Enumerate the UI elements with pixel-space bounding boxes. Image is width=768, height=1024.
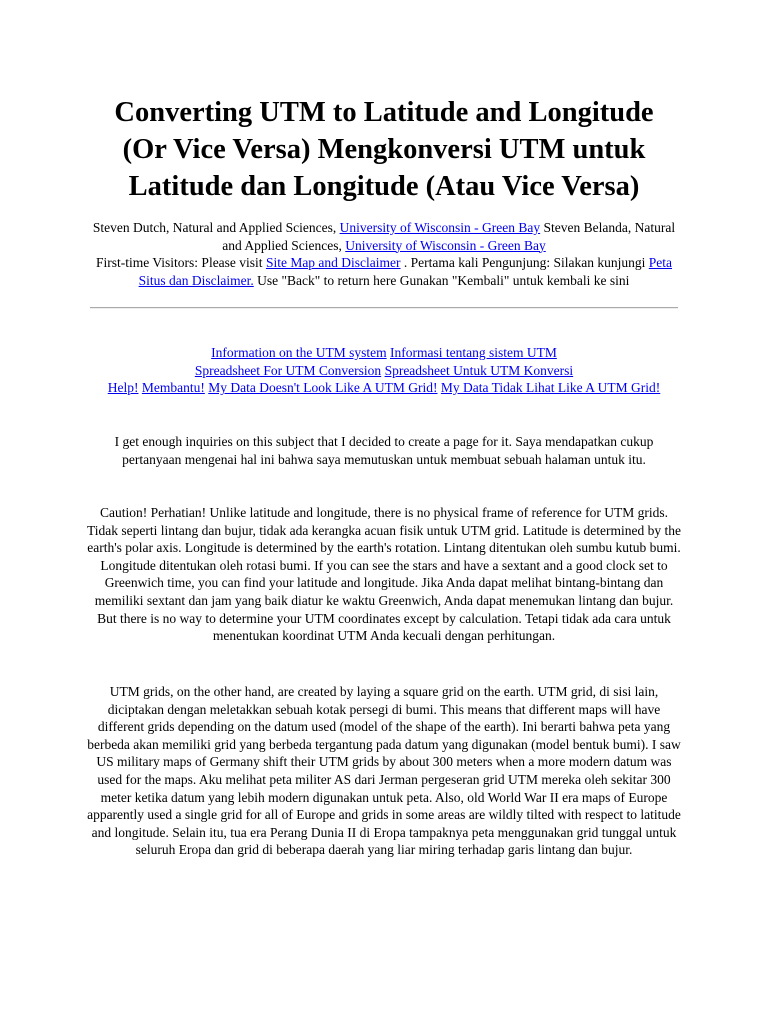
divider [90,307,678,309]
back-text: Use "Back" to return here Gunakan "Kembali" untuk kembali ke sini [257,272,630,288]
help-link[interactable]: Help! [107,380,139,396]
sitemap-link[interactable]: Site Map and Disclaimer [265,255,401,271]
paragraph-utm-grids: UTM grids, on the other hand, are created by laying a square grid on the earth. UTM grid, di sisi lain, diciptakan dengan meletakkan sebuah kotak persegi di bumi. This means that different maps will have different grids depending on the datum used (model of the shape of the earth). Ini berarti bahwa peta yang berbeda akan memiliki grid yang berbeda tergantung pada datum yang digunakan (model bentuk bumi). I saw US military maps of Germany shift their UTM grids by about 300 meters when a more modern datum was used for the maps. Aku melihat peta militer AS dari Jerman pergeseran grid UTM mereka oleh sekitar 300 meter ketika datum yang lebih modern digunakan untuk peta. Also, old World War II era maps of Europe apparently used a single grid for all of Europe and grids in some areas are wildly tilted with respect to latitude and longitude. Selain itu, tua era Perang Dunia II di Eropa tampaknya peta menggunakan grid tunggal untuk seluruh Eropa dan grid di beberapa daerah yang liar miring terhadap garis lintang dan bujur. [87,684,681,858]
info-utm-link[interactable]: Information on the UTM system [211,345,387,360]
author-1: Steven Dutch, Natural and Applied Sciences, [92,220,337,235]
data-grid-link-id[interactable]: My Data Tidak Lihat Like A UTM Grid! [440,380,661,396]
nav-links [86,344,682,397]
data-grid-link[interactable]: My Data Doesn't Look Like A UTM Grid! [208,380,438,396]
visitors-text: First-time Visitors: Please visit [95,255,263,271]
peta-situs-link[interactable]: Peta Situs dan Disclaimer. [138,255,673,288]
paragraph-intro: I get enough inquiries on this subject that I decided to create a page for it. Saya mendapatkan cukup pertanyaan mengenai hal ini bahwa saya memutuskan untuk membuat sebuah halaman untuk itu. [114,434,654,467]
page-title: Converting UTM to Latitude and Longitude (Or Vice Versa) Mengkonversi UTM untuk Latitude dan Longitude (Atau Vice Versa) [114,97,654,202]
spreadsheet-link-id[interactable]: Spreadsheet Untuk UTM Konversi [384,362,574,378]
info-utm-link-id[interactable]: Informasi tentang sistem UTM [390,345,557,360]
author-2: Steven Belanda, Natural and Applied Sciences, [222,220,676,253]
spreadsheet-link[interactable]: Spreadsheet For UTM Conversion [194,362,382,378]
byline [86,219,682,289]
visitors-text-id: . Pertama kali Pengunjung: Silakan kunjungi [403,255,646,271]
university-link-1[interactable]: University of Wisconsin - Green Bay [339,220,541,235]
paragraph-caution: Caution! Perhatian! Unlike latitude and longitude, there is no physical frame of reference for UTM grids. Tidak seperti lintang dan bujur, tidak ada kerangka acuan fisik untuk UTM grid. Latitude is determined by the earth's polar axis. Longitude is determined by the earth's rotation. Lintang ditentukan oleh sumbu kutub bumi. Longitude ditentukan oleh rotasi bumi. If you can see the stars and have a sextant and a good clock set to Greenwich time, you can find your latitude and longitude. Jika Anda dapat melihat bintang-bintang dan memiliki sextant dan jam yang baik diatur ke waktu Greenwich, Anda dapat menemukan lintang dan bujur. But there is no way to determine your UTM coordinates except by calculation. Tetapi tidak ada cara untuk menentukan koordinat UTM Anda kecuali dengan perhitungan. [87,505,681,644]
help-link-id[interactable]: Membantu! [141,380,205,396]
university-link-2[interactable]: University of Wisconsin - Green Bay [345,237,546,253]
